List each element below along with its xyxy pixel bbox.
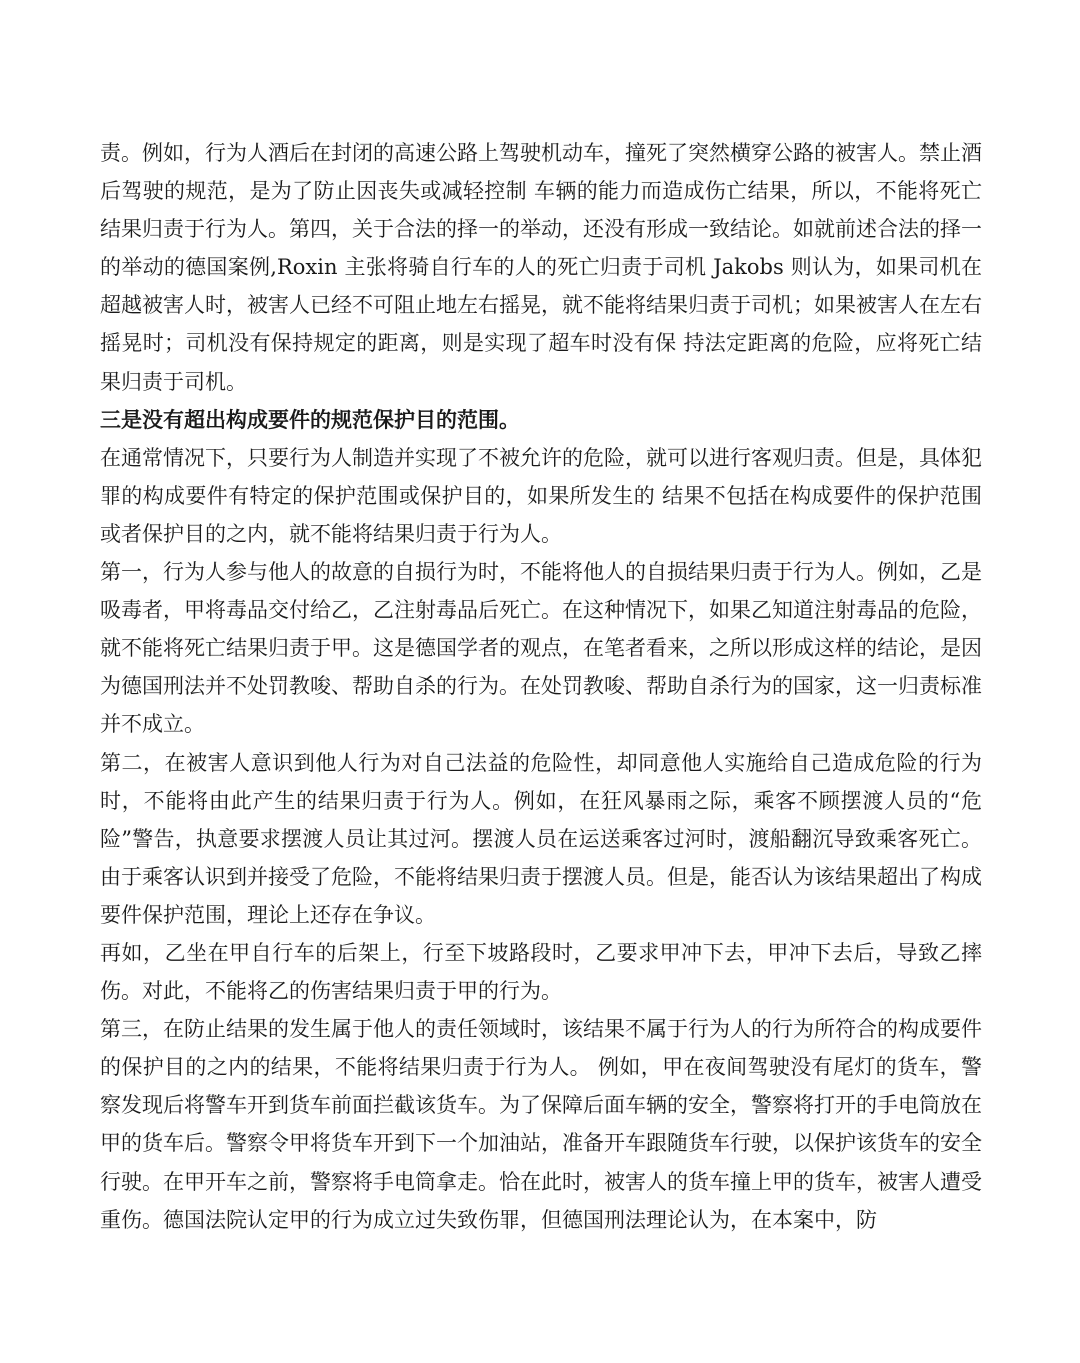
- paragraph-example: 再如，乙坐在甲自行车的后架上，行至下坡路段时，乙要求甲冲下去，甲冲下去后，导致乙摔伤。对此，不能将乙的伤害结果归责于甲的行为。: [100, 940, 982, 1004]
- paragraph-second: 第二，在被害人意识到他人行为对自己法益的危险性，却同意他人实施给自己造成危险的行为时，不能将由此产生的结果归责于行为人。例如，在狂风暴雨之际，乘客不顾摆渡人员的“危险”警告，执意要求摆渡人员让其过河。摆渡人员在运送乘客过河时，渡船翻沉导致乘客死亡。由于乘客认识到并接受了危险，不能将结果归责于摆渡人员。但是，能否认为该结果超出了构成要件保护范围，理论上还存在争议。: [100, 750, 982, 927]
- paragraph-intro: 在通常情况下，只要行为人制造并实现了不被允许的危险，就可以进行客观归责。但是，具体犯罪的构成要件有特定的保护范围或保护目的，如果所发生的 结果不包括在构成要件的保护范围或者保护目的之内，就不能将结果归责于行为人。: [100, 445, 982, 546]
- paragraph-first: 第一，行为人参与他人的故意的自损行为时，不能将他人的自损结果归责于行为人。例如，乙是吸毒者，甲将毒品交付给乙，乙注射毒品后死亡。在这种情况下，如果乙知道注射毒品的危险，就不能将死亡结果归责于甲。这是德国学者的观点，在笔者看来，之所以形成这样的结论，是因为德国刑法并不处罚教唆、帮助自杀的行为。在处罚教唆、帮助自杀行为的国家，这一归责标准并不成立。: [100, 560, 982, 737]
- paragraph-continuation: 责。例如，行为人酒后在封闭的高速公路上驾驶机动车，撞死了突然横穿公路的被害人。禁止酒后驾驶的规范，是为了防止因丧失或减轻控制 车辆的能力而造成伤亡结果，所以，不能将死亡结果归责于行为人。第四，关于合法的择一的举动，还没有形成一致结论。如就前述合法的择一的举动的德国案例,Roxin 主张将骑自行车的人的死亡归责于司机 Jakobs 则认为，如果司机在超越被害人时，被害人已经不可阻止地左右摇晃，就不能将结果归责于司机；如果被害人在左右摇晃时；司机没有保持规定的距离，则是实现了超车时没有保 持法定距离的危险，应将死亡结果归责于司机。: [100, 141, 982, 394]
- section-heading: 三是没有超出构成要件的规范保护目的范围。: [100, 406, 520, 432]
- paragraph-third: 第三，在防止结果的发生属于他人的责任领域时，该结果不属于行为人的行为所符合的构成要件的保护目的之内的结果，不能将结果归责于行为人。 例如，甲在夜间驾驶没有尾灯的货车，警察发现后将警车开到货车前面拦截该货车。为了保障后面车辆的安全，警察将打开的手电筒放在甲的货车后。警察令甲将货车开到下一个加油站，准备开车跟随货车行驶，以保护该货车的安全行驶。在甲开车之前，警察将手电筒拿走。恰在此时，被害人的货车撞上甲的货车，被害人遭受重伤。德国法院认定甲的行为成立过失致伤罪，但德国刑法理论认为，在本案中，防: [100, 1017, 982, 1232]
- document-page: [100, 134, 982, 1239]
